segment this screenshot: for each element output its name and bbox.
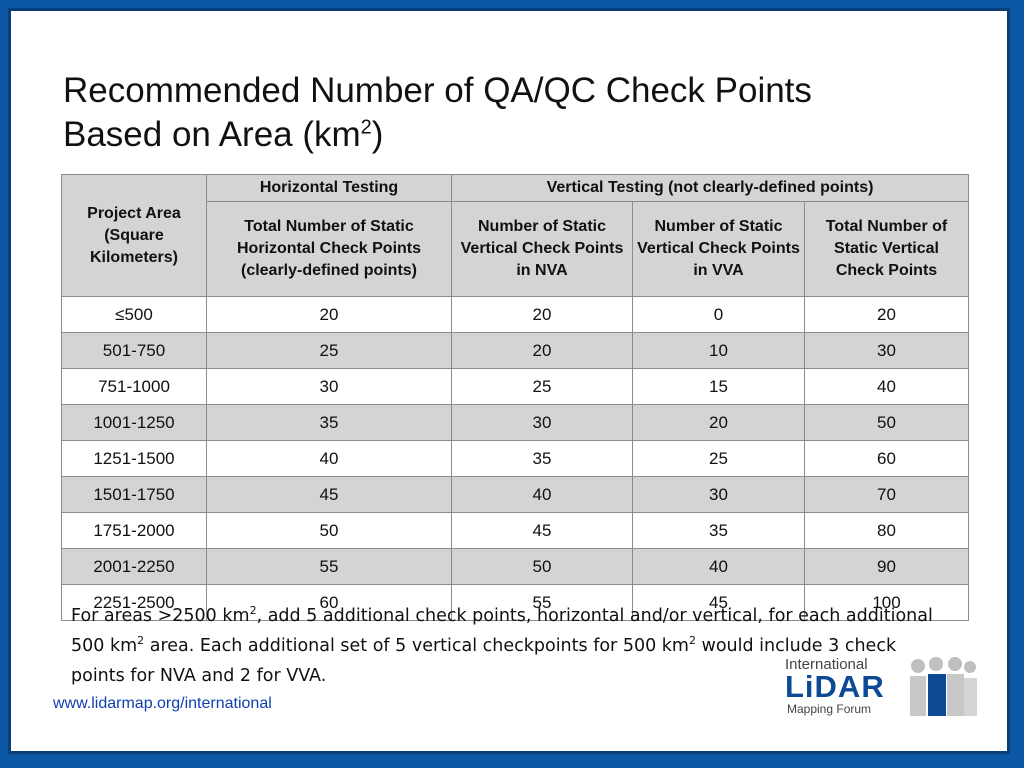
title-line-1: Recommended Number of QA/QC Check Points xyxy=(63,71,812,110)
footnote-part-1: For areas >2500 km xyxy=(71,606,250,626)
cell-horizontal-total: 20 xyxy=(207,297,452,333)
cell-vertical-nva: 30 xyxy=(452,405,633,441)
check-points-table xyxy=(61,174,969,621)
cell-vertical-vva: 30 xyxy=(633,477,805,513)
cell-horizontal-total: 45 xyxy=(207,477,452,513)
header-vertical-testing: Vertical Testing (not clearly-defined points) xyxy=(452,175,969,202)
cell-vertical-vva: 15 xyxy=(633,369,805,405)
slide-title xyxy=(63,69,963,157)
header-vertical-total: Total Number of Static Vertical Check Points xyxy=(805,202,969,297)
footnote-sup-1: 2 xyxy=(249,604,257,618)
cell-project-area: ≤500 xyxy=(62,297,207,333)
cell-horizontal-total: 50 xyxy=(207,513,452,549)
cell-project-area: 751-1000 xyxy=(62,369,207,405)
footnote-part-3: area. Each additional set of 5 vertical checkpoints for 500 km xyxy=(144,636,689,656)
cell-vertical-total: 60 xyxy=(805,441,969,477)
slide xyxy=(8,8,1010,754)
cell-vertical-nva: 50 xyxy=(452,549,633,585)
header-project-area: Project Area (Square Kilometers) xyxy=(62,175,207,297)
logo-line-1: International xyxy=(785,656,868,673)
header-vertical-vva: Number of Static Vertical Check Points in VVA xyxy=(633,202,805,297)
cell-project-area: 1751-2000 xyxy=(62,513,207,549)
cell-vertical-nva: 20 xyxy=(452,333,633,369)
table-row xyxy=(62,441,969,477)
table-row xyxy=(62,513,969,549)
table-row xyxy=(62,369,969,405)
cell-project-area: 2251-2500 xyxy=(62,585,207,621)
title-line-2-text: Based on Area (km xyxy=(63,115,361,154)
cell-horizontal-total: 25 xyxy=(207,333,452,369)
cell-vertical-total: 30 xyxy=(805,333,969,369)
cell-vertical-nva: 20 xyxy=(452,297,633,333)
logo-line-2: LiDAR xyxy=(785,669,885,704)
cell-vertical-vva: 0 xyxy=(633,297,805,333)
cell-vertical-nva: 40 xyxy=(452,477,633,513)
cell-vertical-total: 20 xyxy=(805,297,969,333)
table-row xyxy=(62,333,969,369)
title-line-2 xyxy=(63,113,963,157)
table-row xyxy=(62,405,969,441)
header-horizontal-total: Total Number of Static Horizontal Check Points (clearly-defined points) xyxy=(207,202,452,297)
table-body xyxy=(62,297,969,621)
cell-project-area: 1501-1750 xyxy=(62,477,207,513)
cell-project-area: 1251-1500 xyxy=(62,441,207,477)
cell-vertical-vva: 25 xyxy=(633,441,805,477)
cell-vertical-nva: 25 xyxy=(452,369,633,405)
cell-vertical-nva: 55 xyxy=(452,585,633,621)
header-vertical-nva: Number of Static Vertical Check Points in NVA xyxy=(452,202,633,297)
ilmf-logo xyxy=(781,656,981,716)
cell-horizontal-total: 30 xyxy=(207,369,452,405)
cell-project-area: 1001-1250 xyxy=(62,405,207,441)
footnote-part-2: , add 5 additional check points, horizontal and/or vertical, for each additional 500 km xyxy=(71,606,933,656)
cell-project-area: 501-750 xyxy=(62,333,207,369)
header-horizontal-testing: Horizontal Testing xyxy=(207,175,452,202)
table-header-row-1 xyxy=(62,175,969,202)
cell-horizontal-total: 55 xyxy=(207,549,452,585)
cell-horizontal-total: 35 xyxy=(207,405,452,441)
logo-line-3: Mapping Forum xyxy=(787,702,872,716)
cell-horizontal-total: 60 xyxy=(207,585,452,621)
title-line-2-end: ) xyxy=(371,115,384,154)
cell-project-area: 2001-2250 xyxy=(62,549,207,585)
cell-vertical-total: 100 xyxy=(805,585,969,621)
cell-vertical-vva: 45 xyxy=(633,585,805,621)
people-icon xyxy=(906,656,978,716)
cell-vertical-nva: 35 xyxy=(452,441,633,477)
title-superscript: 2 xyxy=(360,116,372,139)
cell-vertical-total: 90 xyxy=(805,549,969,585)
table-row xyxy=(62,549,969,585)
table-row xyxy=(62,477,969,513)
footer-url-link[interactable]: www.lidarmap.org/international xyxy=(53,695,272,712)
cell-vertical-total: 70 xyxy=(805,477,969,513)
cell-vertical-vva: 20 xyxy=(633,405,805,441)
cell-vertical-total: 50 xyxy=(805,405,969,441)
cell-vertical-total: 40 xyxy=(805,369,969,405)
footnote-sup-2: 2 xyxy=(137,634,145,648)
table-row xyxy=(62,297,969,333)
cell-vertical-total: 80 xyxy=(805,513,969,549)
cell-vertical-nva: 45 xyxy=(452,513,633,549)
cell-vertical-vva: 10 xyxy=(633,333,805,369)
footnote-sup-3: 2 xyxy=(688,634,696,648)
footnote-part-4: would include 3 check points for NVA and 2 for VVA. xyxy=(71,636,897,686)
cell-vertical-vva: 40 xyxy=(633,549,805,585)
cell-horizontal-total: 40 xyxy=(207,441,452,477)
cell-vertical-vva: 35 xyxy=(633,513,805,549)
